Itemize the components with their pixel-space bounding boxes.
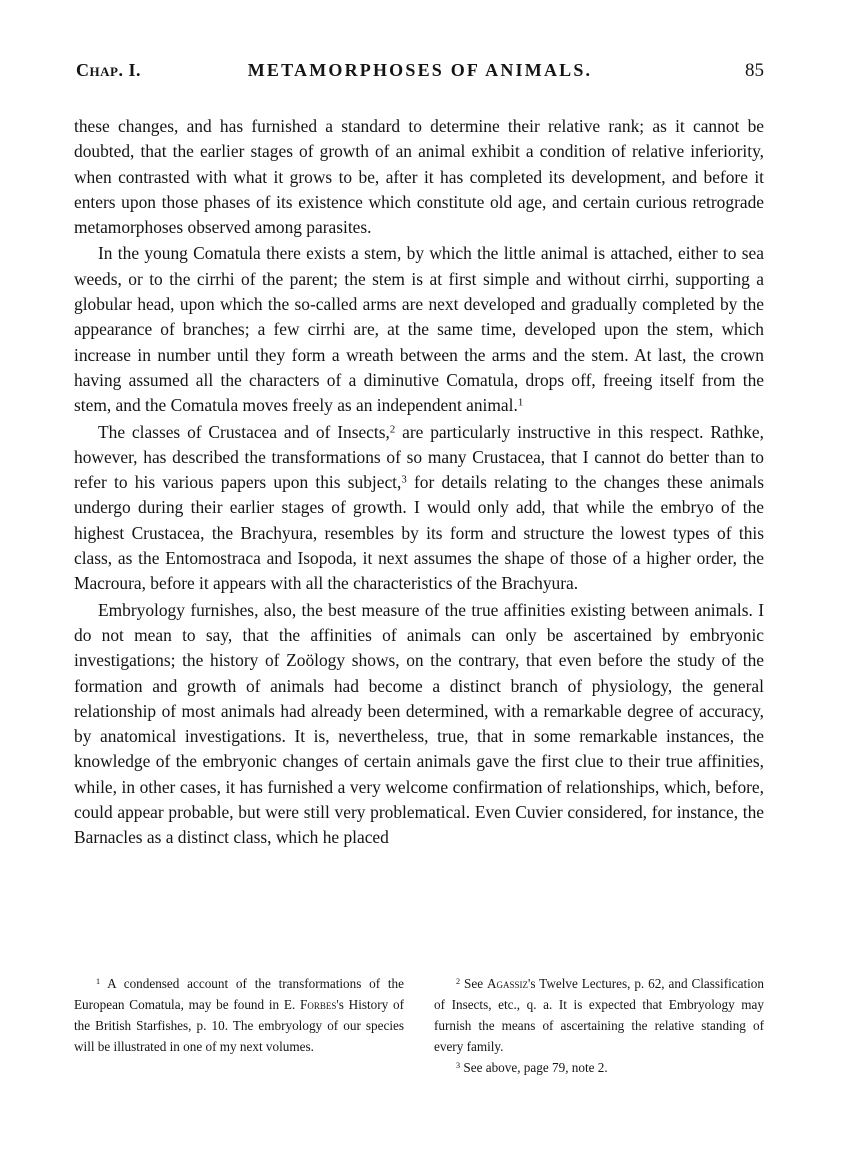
footnote-1-text-a: A condensed account of the transformations of the European Comatula, may be found in E. [74, 976, 404, 1012]
footnote-2 [434, 973, 764, 1057]
footnote-3-mark: 3 [456, 1060, 461, 1070]
footnote-2-text-a: See [460, 976, 487, 991]
crustacea-text-3: for details relating to the changes these animals undergo during their earlier stages of growth. I would only add, that while the embryo of the highest Crustacea, the Brachyura, resembles by its form and structure the lowest types of this class, as the Entomostraca and Isopoda, it next assumes the shape of those of a higher order, the Macroura, before it appears with all the characteristics of the Brachyura. [74, 472, 764, 594]
footnote-1-mark: 1 [96, 976, 101, 986]
footnote-column-left [74, 973, 404, 1078]
footnote-2-author: Agassiz [486, 976, 528, 991]
paragraph-crustacea [74, 420, 764, 597]
paragraph-comatula [74, 241, 764, 418]
footnote-3-text: See above, page 79, note 2. [460, 1060, 608, 1075]
page-number: 85 [745, 60, 764, 81]
paragraph-comatula-text: In the young Comatula there exists a stem, by which the little animal is attached, either to sea weeds, or to the cirrhi of the parent; the stem is at first simple and without cirrhi, supporting a globular head, upon which the so-called arms are next developed and gradually completed by the appearance of branches; a few cirrhi are, at the same time, developed upon the stem, which increase in number until they form a wreath between the arms and the stem. At last, the crown having assumed all the characters of a diminutive Comatula, drops off, freeing itself from the stem, and the Comatula moves freely as an independent animal. [74, 243, 764, 416]
chapter-label: Chap. I. [76, 60, 141, 80]
footnote-1-text-b: 's History of the British Starfishes, p. 10. The embryology of our species will be illustrated in one of my next volumes. [74, 997, 404, 1054]
body-text [74, 114, 764, 851]
footnotes [74, 973, 764, 1078]
footnote-3 [434, 1057, 764, 1078]
footnote-1-author: Forbes [300, 997, 337, 1012]
paragraph-embryology: Embryology furnishes, also, the best measure of the true affinities existing between animals. I do not mean to say, that the affinities of animals can only be ascertained by embryonic investigations; the history of Zoölogy shows, on the contrary, that even before the study of the formation and growth of animals had become a distinct branch of physiology, the general relationship of most animals had already been determined, with a remarkable degree of accuracy, by anatomical investigations. It is, nevertheless, true, that in some remarkable instances, the knowledge of the embryonic changes of certain animals gave the first clue to their true affinities, while, in other cases, it has furnished a very welcome confirmation of relationships, which, before, could appear probable, but were still very problematical. Even Cuvier considered, for instance, the Barnacles as a distinct class, which he placed [74, 599, 764, 848]
crustacea-text-2: are particularly instructive in this respect. Rathke, however, has described the transformations of so many Crustacea, that I cannot do better than to refer to his various papers upon this subject, [74, 421, 765, 493]
footnote-2-mark: 2 [456, 976, 461, 986]
running-header [76, 60, 764, 90]
running-title: METAMORPHOSES OF ANIMALS. [247, 60, 593, 80]
footnote-ref-1: 1 [517, 396, 524, 409]
paragraph-continuation: these changes, and has furnished a standard to determine their relative rank; as it cannot be doubted, that the earlier stages of growth of an animal exhibit a condition of relative inferiority, when contrasted with what it grows to be, after it has completed its development, and before it enters upon those phases of its existence which constitute old age, and certain curious retrograde metamorphoses observed among parasites. [74, 116, 764, 238]
footnote-2-text-b: 's Twelve Lectures, p. 62, and Classification of Insects, etc., q. a. It is expected that Embryology may furnish the means of ascertaining the relative standing of every family. [434, 976, 764, 1054]
footnote-column-right [434, 973, 764, 1078]
footnote-ref-3: 3 [401, 473, 407, 486]
crustacea-text-1: The classes of Crustacea and of Insects, [98, 421, 390, 442]
footnote-1 [74, 973, 404, 1057]
footnote-ref-2: 2 [389, 423, 396, 436]
